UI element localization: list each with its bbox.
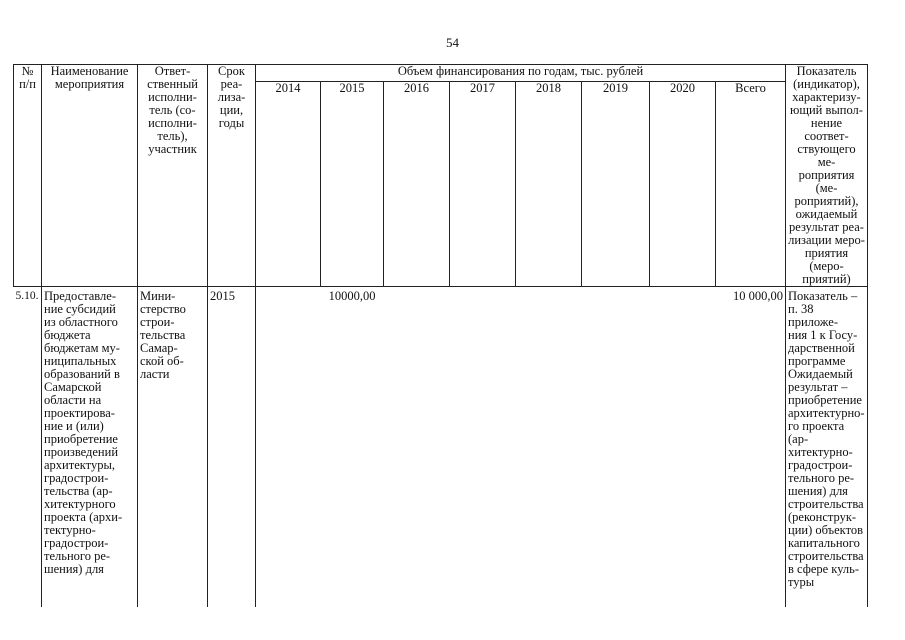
header-no: № п/п (14, 65, 42, 287)
financing-table (13, 64, 868, 607)
row-2019 (582, 287, 650, 607)
header-year: 2017 (450, 81, 516, 286)
header-year: 2020 (650, 81, 716, 286)
row-2017 (450, 287, 516, 607)
row-responsible: Мини- стерство строи- тельства Самар- ской об- ласти (138, 287, 208, 607)
header-year: 2015 (321, 81, 384, 286)
header-name: Наименование мероприятия (42, 65, 138, 287)
row-indicator: Показатель – п. 38 приложе- ния 1 к Госу- дарственной программе Ожидаемый результат – приобретение архитектурно- го проекта (ар- хитектурно- градострои- тельного ре- шения) для строительства (реконструк- ции) объектов капитального строительства в сфере куль- туры (786, 287, 868, 607)
page-number: 54 (446, 35, 459, 50)
table-row (14, 287, 868, 607)
header-year: 2019 (582, 81, 650, 286)
row-2014 (256, 287, 321, 607)
row-2016 (384, 287, 450, 607)
header-financing: Объем финансирования по годам, тыс. рублей (256, 65, 786, 82)
row-term: 2015 (208, 287, 256, 607)
header-responsible: Ответ- ственный исполни- тель (со- исполни- тель), участник (138, 65, 208, 287)
row-2020 (650, 287, 716, 607)
header-year: 2016 (384, 81, 450, 286)
header-term: Срок реа- лиза- ции, годы (208, 65, 256, 287)
header-row-1 (14, 65, 868, 82)
row-2015: 10000,00 (328, 289, 376, 303)
row-2018 (516, 287, 582, 607)
row-no: 5.10. (15, 290, 39, 302)
header-indicator: Показатель (индикатор), характеризу- ющий выпол- нение соответ- ствующего ме- роприятия (ме- роприятий), ожидаемый результат реа- лизации меро- приятия (меро- приятий) (786, 65, 868, 287)
header-year: 2014 (256, 81, 321, 286)
row-name: Предоставле- ние субсидий из областного бюджета бюджетам му- ниципальных образований в Самарской области на проектирова- ние и (или) приобретение произведений архитектуры, градострои- тельства (ар- хитектурного проекта (архи- тектурно- градострои- тельного ре- шения) для (42, 287, 138, 607)
row-total: 10 000,00 (733, 289, 783, 303)
header-total: Всего (716, 81, 786, 286)
header-year: 2018 (516, 81, 582, 286)
